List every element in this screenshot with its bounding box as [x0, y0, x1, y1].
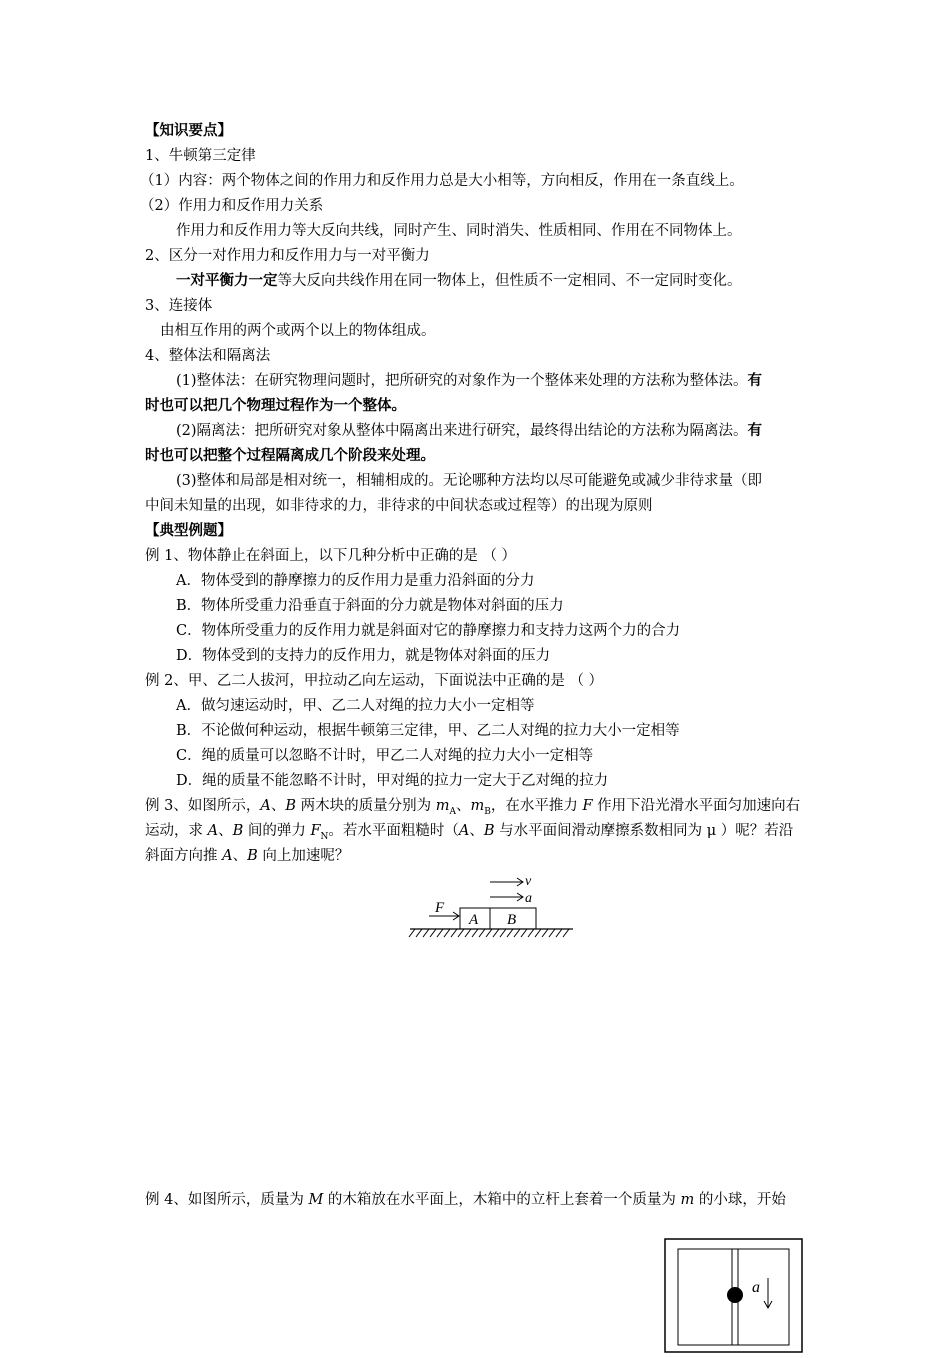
example1-option-b: B．物体所受重力沿垂直于斜面的分力就是物体对斜面的压力	[176, 598, 564, 614]
t: 、	[270, 798, 286, 814]
section1-relation-title: （2）作用力和反作用力关系	[140, 198, 324, 214]
t: 两木块的质量分别为	[295, 798, 436, 814]
t: 、	[455, 798, 471, 814]
section1-relation-content: 作用力和反作用力等大反向共线，同时产生、同时消失、性质相同、作用在不同物体上。	[176, 223, 742, 239]
hatch-mark	[500, 929, 506, 937]
t: 作用下沿光滑水平面匀加速向右	[592, 798, 801, 814]
ball-acceleration-label: a	[752, 1279, 760, 1296]
example3-line1	[145, 796, 800, 822]
example2-option-d: D．绳的质量不能忽略不计时，甲对绳的拉力一定大于乙对绳的拉力	[176, 773, 609, 789]
hatch-mark	[486, 929, 492, 937]
section4-isolation-line1	[176, 421, 762, 441]
hatch-mark	[458, 929, 464, 937]
t: ，在水平推力	[490, 798, 583, 814]
holistic-text: (1)整体法：在研究物理问题时，把所研究的对象作为一个整体来处理的方法称为整体法。	[176, 373, 748, 389]
hatch-mark	[514, 929, 520, 937]
hatch-mark	[507, 929, 513, 937]
var-b: B	[285, 798, 296, 814]
hatch-mark	[451, 929, 457, 937]
var-a: A	[260, 798, 271, 814]
example1-option-d: D．物体受到的支持力的反作用力，就是物体对斜面的压力	[176, 648, 551, 664]
t: 例 4、如图所示，质量为	[145, 1192, 309, 1208]
hatch-mark	[423, 929, 429, 937]
example2-option-b: B．不论做何种运动，根据牛顿第三定律，甲、乙二人对绳的拉力大小一定相等	[176, 723, 680, 739]
hatch-mark	[430, 929, 436, 937]
section4-isolation-line2: 时也可以把整个过程隔离成几个阶段来处理。	[145, 448, 435, 464]
var-a: A	[458, 823, 470, 839]
t: 间的弹力	[243, 823, 311, 839]
var-f: F	[310, 823, 321, 839]
section1-title: 1、牛顿第三定律	[145, 148, 256, 164]
ball	[727, 1287, 743, 1303]
var-a: A	[207, 823, 219, 839]
hatch-mark	[521, 929, 527, 937]
sub-a: A	[449, 806, 456, 817]
t: 例 3、如图所示，	[145, 798, 261, 814]
t: 斜面方向推	[145, 848, 223, 864]
hatch-mark	[535, 929, 541, 937]
t: 向上加速呢？	[257, 848, 350, 864]
example3-line3	[145, 846, 349, 866]
hatch-mark	[493, 929, 499, 937]
var-f: F	[582, 798, 593, 814]
block-a-label: A	[469, 912, 479, 928]
isolation-bold-start: 有	[747, 423, 763, 439]
hatch-mark	[556, 929, 562, 937]
section4-relation-line2: 中间未知量的出现，如非待求的力，非待求的中间状态或过程等）的出现为原则	[145, 498, 653, 514]
example4-question	[145, 1190, 786, 1210]
sub-n: N	[320, 831, 329, 842]
hatch-mark	[528, 929, 534, 937]
t: 运动，求	[145, 823, 208, 839]
var-a: A	[222, 848, 233, 864]
var-b: B	[247, 848, 258, 864]
example2-option-a: A．做匀速运动时，甲、乙二人对绳的拉力大小一定相等	[176, 698, 535, 714]
hatch-mark	[563, 929, 569, 937]
t: 与水平面间滑动摩擦系数相同为 μ ）呢？若沿	[494, 823, 794, 839]
section2-content	[176, 271, 742, 291]
example3-figure	[405, 870, 580, 942]
hatch-mark	[542, 929, 548, 937]
section2-rest: 等大反向共线作用在同一物体上，但性质不一定相同、不一定同时变化。	[277, 273, 742, 289]
hatch-mark	[465, 929, 471, 937]
t: 、	[232, 848, 248, 864]
var-b: B	[483, 823, 495, 839]
t: 、	[218, 823, 233, 839]
var-big-m: M	[308, 1192, 324, 1208]
examples-heading: 【典型例题】	[145, 523, 232, 539]
hatch-mark	[416, 929, 422, 937]
block-b-label: B	[507, 912, 517, 928]
example1-question: 例 1、物体静止在斜面上，以下几种分析中正确的是 （ ）	[145, 548, 517, 564]
section2-bold: 一对平衡力一定	[176, 273, 278, 289]
example1-option-c: C．物体所受重力的反作用力就是斜面对它的静摩擦力和支持力这两个力的合力	[176, 623, 681, 639]
hatch-mark	[472, 929, 478, 937]
t: 的木箱放在水平面上，木箱中的立杆上套着一个质量为	[323, 1192, 681, 1208]
hatch-mark	[409, 929, 415, 937]
var-m: m	[680, 1192, 695, 1208]
isolation-text: (2)隔离法：把所研究对象从整体中隔离出来进行研究，最终得出结论的方法称为隔离法。	[176, 423, 748, 439]
t: 的小球，开始	[694, 1192, 786, 1208]
section4-holistic-line1	[176, 371, 762, 391]
section3-title: 3、连接体	[145, 298, 213, 314]
var-m: m	[435, 798, 450, 814]
example2-question: 例 2、甲、乙二人拔河，甲拉动乙向左运动，下面说法中正确的是 （ ）	[145, 673, 604, 689]
var-b: B	[232, 823, 244, 839]
example1-option-a: A．物体受到的静摩擦力的反作用力是重力沿斜面的分力	[176, 573, 535, 589]
hatch-mark	[437, 929, 443, 937]
section3-content: 由相互作用的两个或两个以上的物体组成。	[160, 323, 436, 339]
example2-option-c: C．绳的质量可以忽略不计时，甲乙二人对绳的拉力大小一定相等	[176, 748, 594, 764]
holistic-bold-start: 有	[747, 373, 763, 389]
hatch-mark	[444, 929, 450, 937]
example3-line2	[145, 821, 793, 847]
hatch-mark	[549, 929, 555, 937]
section1-content: （1）内容：两个物体之间的作用力和反作用力总是大小相等，方向相反，作用在一条直线上。	[140, 173, 744, 189]
velocity-label: v	[525, 874, 532, 889]
section2-title: 2、区分一对作用力和反作用力与一对平衡力	[145, 248, 430, 264]
example4-figure	[664, 1238, 804, 1354]
t: 。若水平面粗糙时（	[328, 823, 459, 839]
t: 、	[469, 823, 484, 839]
sub-b: B	[484, 806, 491, 817]
acceleration-label: a	[525, 891, 532, 906]
section4-title: 4、整体法和隔离法	[145, 348, 271, 364]
ground-hatching	[409, 929, 569, 937]
var-m: m	[470, 798, 485, 814]
section4-relation-line1: (3)整体和局部是相对统一，相辅相成的。无论哪种方法均以尽可能避免或减少非待求量（即	[176, 473, 763, 489]
section4-holistic-line2: 时也可以把几个物理过程作为一个整体。	[145, 398, 406, 414]
force-label: F	[435, 900, 445, 916]
knowledge-heading: 【知识要点】	[145, 123, 232, 139]
hatch-mark	[479, 929, 485, 937]
